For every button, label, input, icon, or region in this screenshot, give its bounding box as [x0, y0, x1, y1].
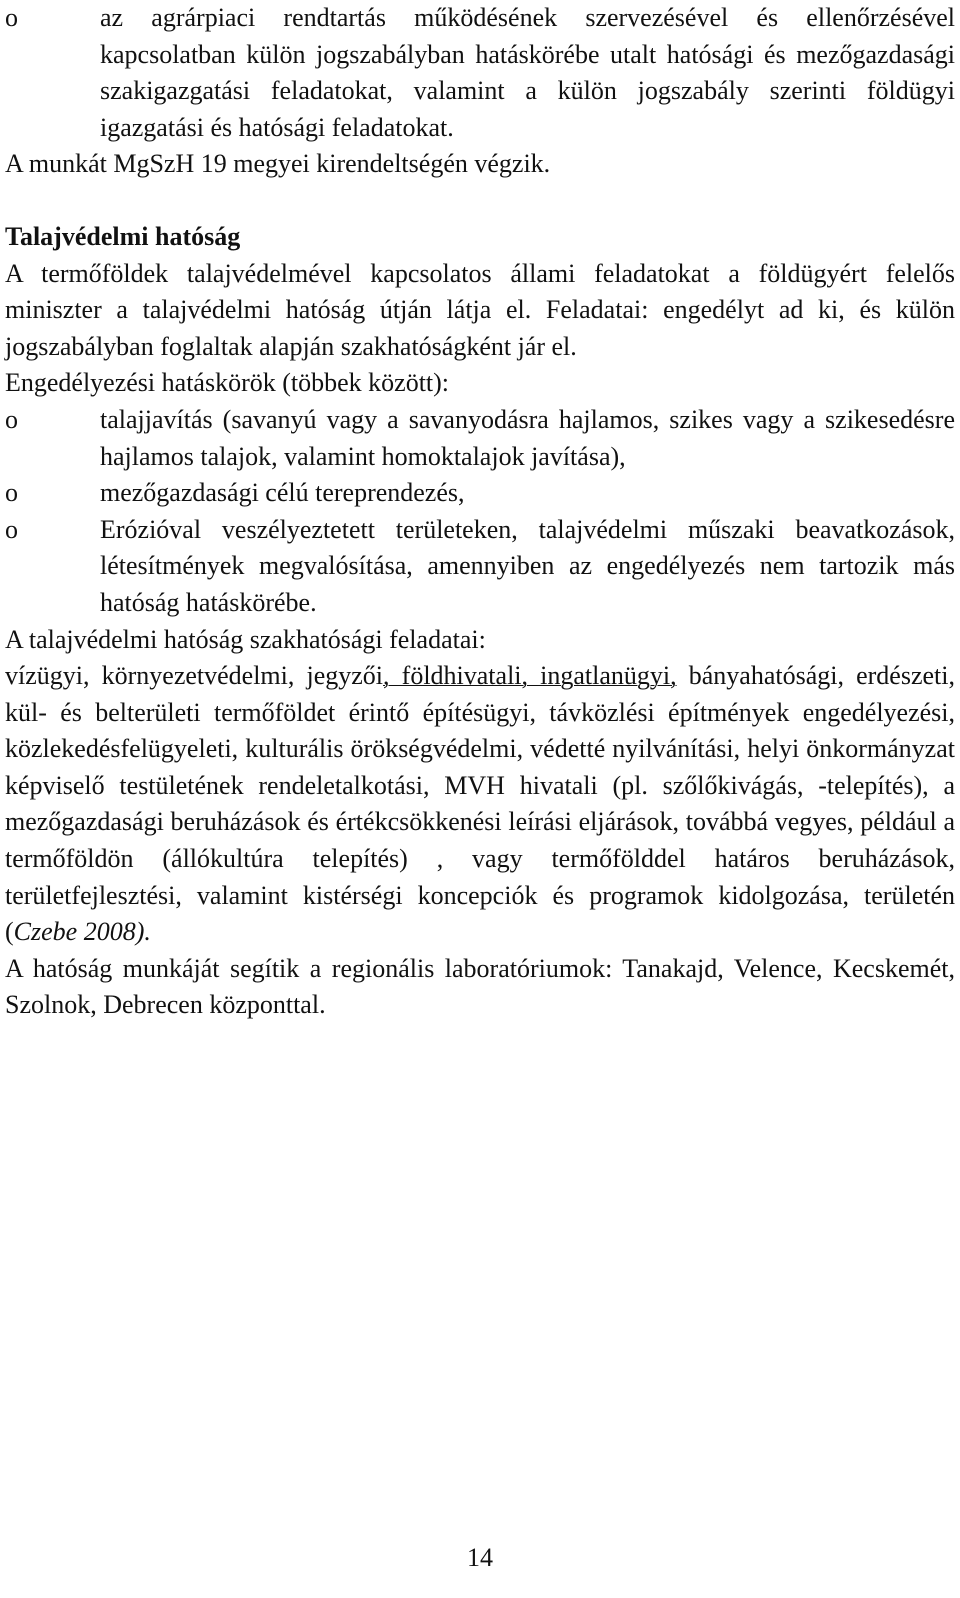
permits-title: Engedélyezési hatáskörök (többek között):: [5, 368, 450, 398]
list-item-text: Erózióval veszélyeztetett területeken, talajvédelmi műszaki beavatkozások, létesítmények megvalósítása, amennyiben az engedélyezés nem tartozik más hatóság hatáskörébe.: [100, 514, 955, 617]
list-bullet: o: [5, 404, 18, 434]
permits-list: [5, 402, 955, 622]
expert-text-underlined: , földhivatali, ingatlanügyi,: [383, 661, 677, 691]
list-bullet: o: [5, 514, 18, 544]
intro-paragraph: A termőföldek talajvédelmével kapcsolatos állami feladatokat a földügyért felelős miniszter a talajvédelmi hatóság útján látja el. Feladatai: engedélyt ad ki, és külön jogszabályban foglaltak alapján szakhatóságként jár el.: [5, 258, 955, 361]
list-bullet: o: [5, 478, 18, 508]
expert-text-rest: bányahatósági, erdészeti, kül- és belterületi termőföldet érintő építésügyi, távközlési építmények engedélyezési, közlekedésfelügyeleti, kulturális örökségvédelmi, védetté nyilvánítási, helyi önkormányzat képviselő testületének rendeletalkotási, MVH hivatali (pl. szőlőkivágás, -telepítés), a mezőgazdasági beruházások és értékcsökkenési leírási eljárások, továbbá vegyes, például a termőföldön (állókultúra telepítés) , vagy termőfölddel határos beruházások, területfejlesztési, valamint kistérségi koncepciók és programok kidolgozása, területén (: [5, 661, 955, 947]
labs-paragraph: A hatóság munkáját segítik a regionális laboratóriumok: Tanakajd, Velence, Kecskemét, Szolnok, Debrecen központtal.: [5, 953, 955, 1020]
list-item: [5, 402, 955, 475]
authority-tasks-list: [5, 0, 955, 146]
expert-text-start: vízügyi, környezetvédelmi, jegyzői: [5, 661, 384, 691]
citation: Czebe 2008).: [13, 917, 151, 947]
list-item-text: az agrárpiaci rendtartás működésének szervezésével és ellenőrzésével kapcsolatban külön jogszabályban hatáskörébe utalt hatósági és mezőgazdasági szakigazgatási feladatokat, valamint a külön jogszabály szerinti földügyi igazgatási és hatósági feladatokat.: [100, 3, 955, 142]
list-item: [5, 0, 955, 146]
expert-title: A talajvédelmi hatóság szakhatósági feladatai:: [5, 624, 486, 654]
work-location-text: A munkát MgSzH 19 megyei kirendeltségén végzik.: [5, 149, 551, 179]
section-heading: Talajvédelmi hatóság: [5, 221, 241, 251]
list-item: [5, 475, 955, 512]
page-number: 14: [467, 1543, 493, 1572]
list-bullet: o: [5, 3, 18, 32]
list-item-text: talajjavítás (savanyú vagy a savanyodásra hajlamos, szikes vagy a szikesedésre hajlamos talajok, valamint homoktalajok javítása),: [100, 404, 955, 471]
list-item: [5, 512, 955, 622]
document-page: [5, 0, 955, 1024]
list-item-text: mezőgazdasági célú tereprendezés,: [100, 478, 465, 508]
expert-paragraph: [5, 658, 955, 951]
